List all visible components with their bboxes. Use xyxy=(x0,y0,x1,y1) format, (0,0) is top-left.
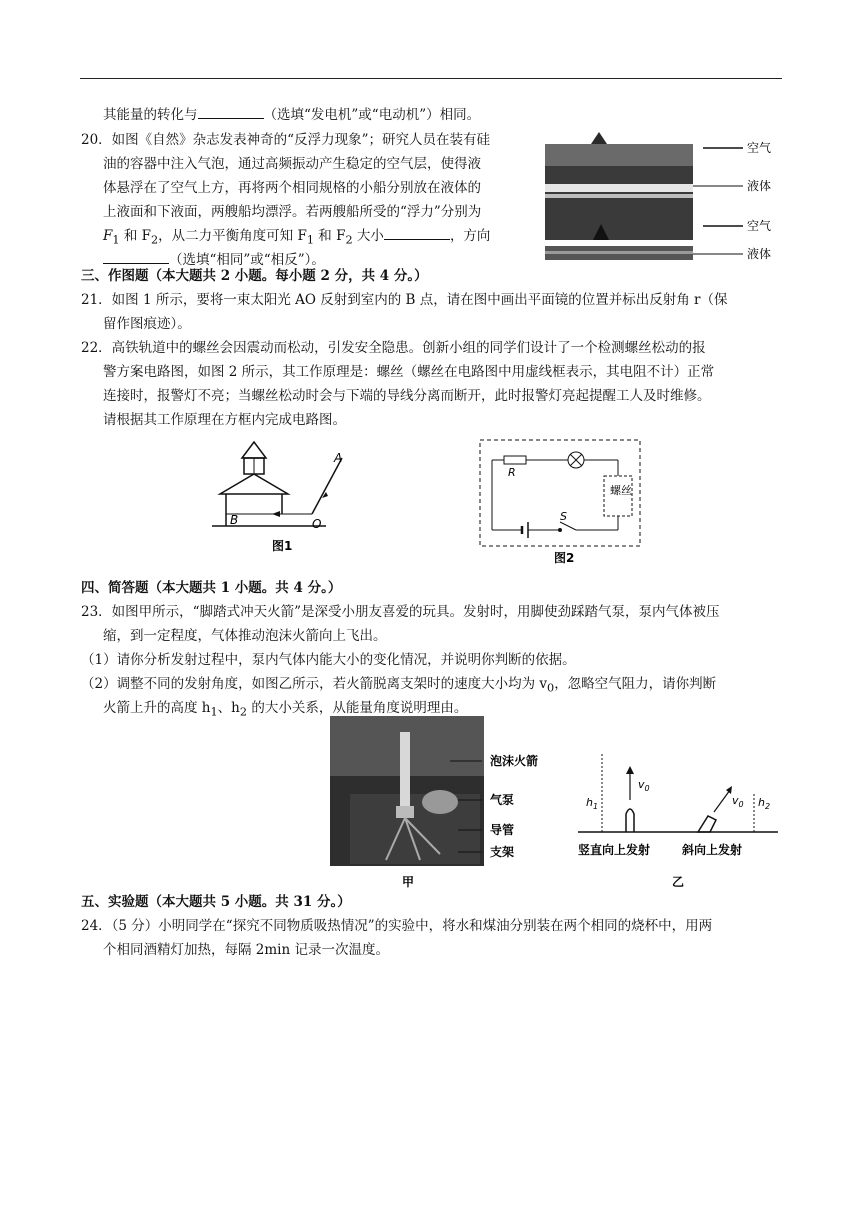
label-tube: 导管 xyxy=(490,823,515,837)
q23-line1: 23．如图甲所示，“脚踏式冲天火箭”是深受小朋友喜爱的玩具。发射时，用脚使劲踩踏气泵，泵内气体被压 xyxy=(81,604,720,620)
label-air-2: 空气 xyxy=(747,219,772,233)
q23-sub1: （1）请你分析发射过程中，泵内气体内能大小的变化情况，并说明你判断的依据。 xyxy=(81,652,576,668)
q23-sub2-line2: 火箭上升的高度 $h_1$、$h_2$ 的大小关系，从能量角度说明理由。 xyxy=(103,700,468,719)
figure-1-caption: 图1 xyxy=(272,539,293,553)
q23-line2: 缩，到一定程度，气体推动泡沫火箭向上飞出。 xyxy=(103,628,387,644)
figure-jia-caption: 甲 xyxy=(402,875,415,889)
q19-tail xyxy=(103,103,480,127)
answer-blank[interactable] xyxy=(103,249,169,264)
rocket-angled xyxy=(698,816,716,832)
label-o: O xyxy=(312,517,322,531)
q22-line4: 请根据其工作原理在方框内完成电路图。 xyxy=(103,412,346,428)
section-4-heading: 四、简答题（本大题共 1 小题。共 4 分。） xyxy=(81,580,342,596)
q19-text-a: 其能量的转化与 xyxy=(103,107,198,123)
label-v0-left: $v_0$ xyxy=(638,778,650,793)
q22-line1: 22．高铁轨道中的螺丝会因震动而松动，引发安全隐患。创新小组的同学们设计了一个检测螺丝松动的报 xyxy=(81,340,706,356)
q20-line2: 油的容器中注入气泡，通过高频振动产生稳定的空气层，使得液 xyxy=(103,156,481,172)
label-angled-launch: 斜向上发射 xyxy=(682,843,743,857)
switch xyxy=(560,522,576,530)
figure-yi-caption: 乙 xyxy=(672,875,685,889)
label-liquid-2: 液体 xyxy=(747,247,772,261)
label-air-1: 空气 xyxy=(747,141,772,155)
header-rule xyxy=(80,78,782,79)
label-stand: 支架 xyxy=(490,845,515,859)
label-a: A xyxy=(334,451,343,465)
q23-sub2-line1: （2）调整不同的发射角度，如图乙所示，若火箭脱离支架时的速度大小均为 $v_0$，忽略空气阻力，请你判断 xyxy=(81,676,717,695)
q22-line2: 警方案电路图，如图 2 所示，其工作原理是：螺丝（螺丝在电路图中用虚线框表示，其电阻不计）正常 xyxy=(103,364,715,380)
label-h2: $h_2$ xyxy=(758,796,771,811)
label-air-pump: 气泵 xyxy=(490,793,515,807)
resistor xyxy=(504,456,526,464)
label-v0-right: $v_0$ xyxy=(732,794,744,809)
q20-line6: （选填“相同”或“相反”）。 xyxy=(103,248,325,272)
q20-line3: 体悬浮在了空气上方，再将两个相同规格的小船分别放在液体的 xyxy=(103,180,481,196)
figure-2-caption: 图2 xyxy=(554,551,575,565)
section-3-heading: 三、作图题（本大题共 2 小题。每小题 2 分，共 4 分。） xyxy=(81,268,428,284)
q24-line1: 24．（5 分）小明同学在“探究不同物质吸热情况”的实验中，将水和煤油分别装在两个相同的烧杯中，用两 xyxy=(81,918,713,934)
q19-text-b: （选填“发电机”或“电动机”）相同。 xyxy=(263,107,481,123)
rocket-vertical xyxy=(626,809,634,832)
figure-1 xyxy=(208,436,358,556)
incident-ray xyxy=(312,458,342,514)
q20-line5: $F_1$ 和 $F_2$，从二力平衡角度可知 $F_1$ 和 $F_2$ 大小 ，方向 xyxy=(103,224,490,253)
label-liquid-1: 液体 xyxy=(747,179,772,193)
section-5-heading: 五、实验题（本大题共 5 小题。共 31 分。） xyxy=(81,894,351,910)
label-r: R xyxy=(508,466,516,479)
q20-line1: 20．如图《自然》杂志发表神奇的“反浮力现象”；研究人员在装有硅 xyxy=(81,132,490,148)
figure-2 xyxy=(476,436,646,566)
q22-line3: 连接时，报警灯不亮；当螺丝松动时会与下端的导线分离而断开，此时报警灯亮起提醒工人及时维修。 xyxy=(103,388,711,404)
label-screw: 螺丝 xyxy=(610,484,632,497)
label-vertical-launch: 竖直向上发射 xyxy=(578,843,651,857)
answer-blank[interactable] xyxy=(198,104,264,119)
q20-line4: 上液面和下液面，两艘船均漂浮。若两艘船所受的“浮力”分别为 xyxy=(103,204,482,220)
figure-jia xyxy=(330,714,560,890)
q24-line2: 个相同酒精灯加热，每隔 2min 记录一次温度。 xyxy=(103,942,389,958)
label-b: B xyxy=(230,513,239,527)
answer-blank[interactable] xyxy=(384,225,450,240)
q21-line2: 留作图痕迹）。 xyxy=(103,316,191,332)
figure-yi xyxy=(570,744,784,890)
q21-line1: 21．如图 1 所示，要将一束太阳光 AO 反射到室内的 B 点，请在图中画出平面镜的位置并标出反射角 r（保 xyxy=(81,292,728,308)
label-h1: $h_1$ xyxy=(586,796,599,811)
label-s: S xyxy=(560,510,567,523)
q20-figure xyxy=(543,128,783,268)
label-foam-rocket: 泡沫火箭 xyxy=(490,754,539,768)
